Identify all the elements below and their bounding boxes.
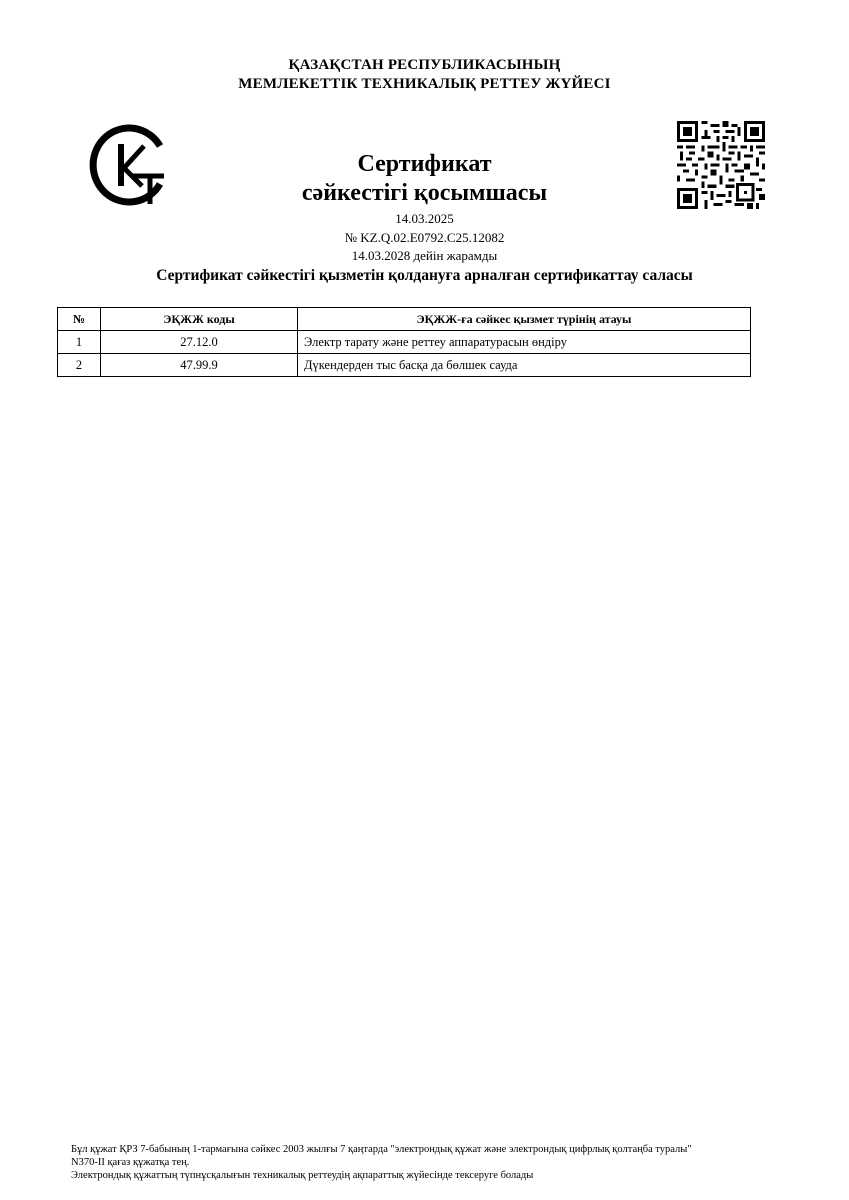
footer-line-3: Электрондық құжаттың түпнұсқалығын техникалық реттеудің ақпараттық жүйесінде тексеруге болады [71, 1170, 534, 1181]
table-row [58, 354, 751, 377]
certificate-title: Сертификат [357, 151, 492, 177]
header-line-2: МЕМЛЕКЕТТІК ТЕХНИКАЛЫҚ РЕТТЕУ ЖҮЙЕСІ [238, 76, 611, 92]
scope-heading: Сертификат сәйкестігі қызметін қолдануға арналған сертификаттау саласы [156, 267, 693, 284]
row-code: 47.99.9 [101, 354, 298, 377]
column-header-name: ЭҚЖЖ-ға сәйкес қызмет түрінің атауы [298, 308, 751, 331]
column-header-number: № [58, 308, 101, 331]
footer-line-1: Бұл құжат ҚРЗ 7-бабының 1-тармағына сәйкес 2003 жылғы 7 қаңтарда "электрондық құжат және электрондық цифрлық қолтаңба туралы" [71, 1144, 692, 1155]
row-activity-name: Электр тарату және реттеу аппаратурасын өндіру [298, 331, 751, 354]
footer-line-2: N370-II қағаз құжатқа тең. [71, 1157, 190, 1168]
header-line-1: ҚАЗАҚСТАН РЕСПУБЛИКАСЫНЫҢ [288, 57, 561, 73]
table-row [58, 331, 751, 354]
issue-date: 14.03.2025 [395, 211, 454, 226]
table-header-row [58, 308, 751, 331]
row-activity-name: Дүкендерден тыс басқа да бөлшек сауда [298, 354, 751, 377]
row-number: 1 [58, 331, 101, 354]
scope-table [57, 307, 751, 377]
row-code: 27.12.0 [101, 331, 298, 354]
certificate-number: № KZ.Q.02.E0792.C25.12082 [344, 230, 505, 245]
row-number: 2 [58, 354, 101, 377]
certificate-subtitle: сәйкестігі қосымшасы [301, 180, 548, 206]
validity-period: 14.03.2028 дейін жарамды [351, 248, 498, 263]
column-header-code: ЭҚЖЖ коды [101, 308, 298, 331]
legal-footer [71, 1143, 791, 1182]
